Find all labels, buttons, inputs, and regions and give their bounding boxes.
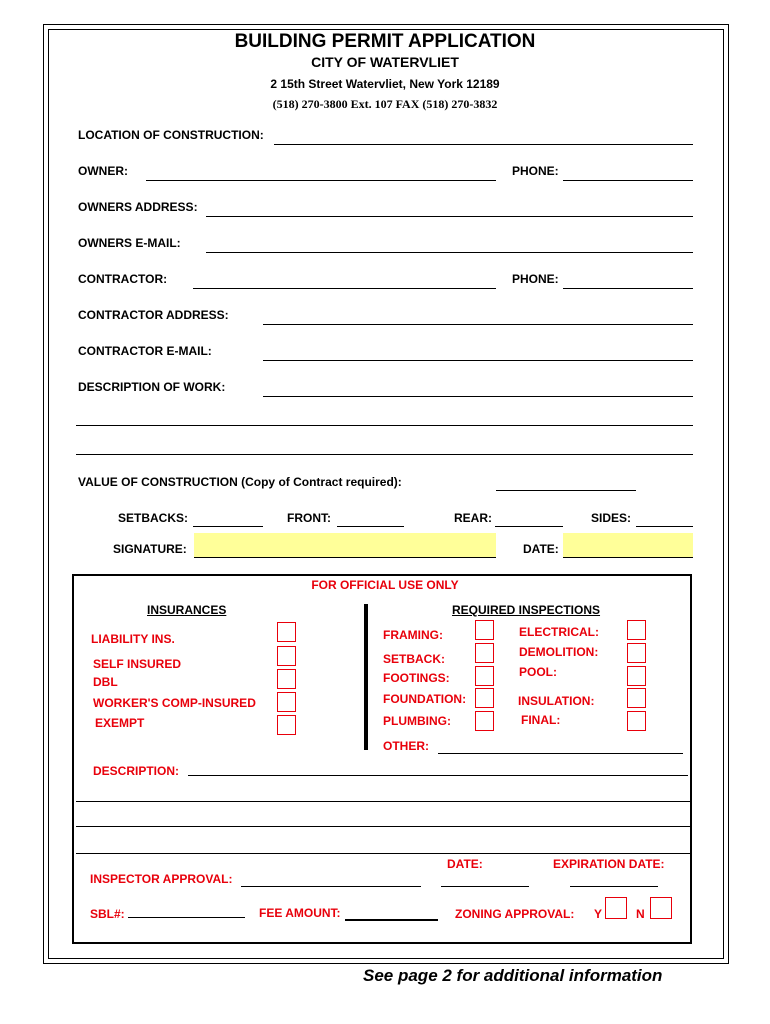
- front-label: FRONT:: [287, 511, 331, 525]
- zoning-yes-label: Y: [594, 907, 603, 921]
- framing-checkbox[interactable]: [475, 620, 494, 640]
- signature-field[interactable]: [194, 533, 496, 557]
- footings-label: FOOTINGS:: [383, 671, 450, 685]
- official-use-box: [72, 574, 692, 944]
- sbl-label: SBL#:: [90, 907, 125, 921]
- form-title: BUILDING PERMIT APPLICATION: [234, 31, 536, 52]
- owners-address-label: OWNERS ADDRESS:: [78, 200, 198, 214]
- self-insured-label: SELF INSURED: [93, 657, 182, 671]
- liability-checkbox[interactable]: [277, 622, 296, 642]
- other-field[interactable]: [438, 753, 683, 754]
- plumbing-checkbox[interactable]: [475, 711, 494, 731]
- owners-email-field[interactable]: [206, 252, 693, 253]
- foundation-checkbox[interactable]: [475, 688, 494, 708]
- description-of-work-line-2[interactable]: [76, 425, 693, 426]
- demolition-checkbox[interactable]: [627, 643, 646, 663]
- contractor-phone-field[interactable]: [563, 288, 693, 289]
- workers-comp-label: WORKER'S COMP-INSURED: [93, 696, 256, 710]
- inspector-approval-field[interactable]: [241, 886, 421, 887]
- electrical-label: ELECTRICAL:: [519, 625, 599, 639]
- owners-address-field[interactable]: [206, 216, 693, 217]
- front-field[interactable]: [337, 526, 404, 527]
- signature-underline: [194, 557, 496, 558]
- dbl-label: DBL: [93, 675, 118, 689]
- description-of-work-label: DESCRIPTION OF WORK:: [78, 380, 226, 394]
- self-insured-checkbox[interactable]: [277, 646, 296, 666]
- setbacks-field[interactable]: [193, 526, 263, 527]
- official-date-field[interactable]: [441, 886, 529, 887]
- sides-label: SIDES:: [591, 511, 632, 525]
- liability-ins-label: LIABILITY INS.: [91, 632, 175, 646]
- contractor-address-field[interactable]: [263, 324, 693, 325]
- city-name: CITY OF WATERVLIET: [311, 54, 459, 70]
- city-address: 2 15th Street Watervliet, New York 12189: [270, 77, 500, 91]
- official-description-line-4[interactable]: [76, 853, 690, 854]
- setback-label: SETBACK:: [383, 652, 445, 666]
- setbacks-label: SETBACKS:: [118, 511, 189, 525]
- exempt-label: EXEMPT: [95, 716, 145, 730]
- contractor-phone-label: PHONE:: [512, 272, 559, 286]
- plumbing-label: PLUMBING:: [383, 714, 451, 728]
- column-divider: [364, 604, 368, 750]
- fee-amount-label: FEE AMOUNT:: [259, 906, 341, 920]
- electrical-checkbox[interactable]: [627, 620, 646, 640]
- required-inspections-heading: REQUIRED INSPECTIONS: [452, 603, 601, 617]
- pool-label: POOL:: [519, 665, 557, 679]
- expiration-date-field[interactable]: [570, 886, 658, 887]
- contractor-field[interactable]: [193, 288, 496, 289]
- sides-field[interactable]: [636, 526, 693, 527]
- date-underline: [563, 557, 693, 558]
- city-phone-fax: (518) 270-3800 Ext. 107 FAX (518) 270-3832: [272, 97, 498, 111]
- value-of-construction-field[interactable]: [496, 490, 636, 491]
- value-of-construction-label: VALUE OF CONSTRUCTION (Copy of Contract required):: [78, 475, 402, 489]
- other-label: OTHER:: [383, 739, 429, 753]
- official-description-field[interactable]: [188, 775, 688, 776]
- insulation-checkbox[interactable]: [627, 688, 646, 708]
- pool-checkbox[interactable]: [627, 666, 646, 686]
- official-description-label: DESCRIPTION:: [93, 764, 180, 778]
- owner-field[interactable]: [146, 180, 496, 181]
- owner-label: OWNER:: [78, 164, 128, 178]
- zoning-approval-label: ZONING APPROVAL:: [455, 907, 575, 921]
- demolition-label: DEMOLITION:: [519, 645, 599, 659]
- setback-checkbox[interactable]: [475, 643, 494, 663]
- owners-email-label: OWNERS E-MAIL:: [78, 236, 181, 250]
- framing-label: FRAMING:: [383, 628, 443, 642]
- inspector-approval-label: INSPECTOR APPROVAL:: [90, 872, 233, 886]
- description-of-work-field[interactable]: [263, 396, 693, 397]
- date-label: DATE:: [523, 542, 559, 556]
- owner-phone-label: PHONE:: [512, 164, 559, 178]
- official-description-line-2[interactable]: [76, 801, 690, 802]
- sbl-field[interactable]: [128, 917, 245, 918]
- zoning-no-label: N: [636, 907, 645, 921]
- exempt-checkbox[interactable]: [277, 715, 296, 735]
- official-date-label: DATE:: [447, 857, 483, 871]
- contractor-email-label: CONTRACTOR E-MAIL:: [78, 344, 212, 358]
- workers-comp-checkbox[interactable]: [277, 692, 296, 712]
- contractor-label: CONTRACTOR:: [78, 272, 168, 286]
- dbl-checkbox[interactable]: [277, 669, 296, 689]
- final-checkbox[interactable]: [627, 711, 646, 731]
- footings-checkbox[interactable]: [475, 666, 494, 686]
- rear-field[interactable]: [495, 526, 563, 527]
- zoning-no-checkbox[interactable]: [650, 897, 672, 919]
- final-label: FINAL:: [521, 713, 561, 727]
- expiration-date-label: EXPIRATION DATE:: [553, 857, 665, 871]
- fee-amount-field[interactable]: [345, 919, 438, 921]
- insulation-label: INSULATION:: [518, 694, 595, 708]
- contractor-address-label: CONTRACTOR ADDRESS:: [78, 308, 229, 322]
- location-field[interactable]: [274, 144, 693, 145]
- signature-label: SIGNATURE:: [113, 542, 187, 556]
- owner-phone-field[interactable]: [563, 180, 693, 181]
- description-of-work-line-3[interactable]: [76, 454, 693, 455]
- official-use-heading: FOR OFFICIAL USE ONLY: [311, 578, 459, 592]
- location-label: LOCATION OF CONSTRUCTION:: [78, 128, 264, 142]
- zoning-yes-checkbox[interactable]: [605, 897, 627, 919]
- date-field[interactable]: [563, 533, 693, 557]
- insurances-heading: INSURANCES: [147, 603, 227, 617]
- rear-label: REAR:: [454, 511, 492, 525]
- contractor-email-field[interactable]: [263, 360, 693, 361]
- foundation-label: FOUNDATION:: [383, 692, 467, 706]
- official-description-line-3[interactable]: [76, 826, 690, 827]
- page-2-note: See page 2 for additional information: [363, 966, 663, 985]
